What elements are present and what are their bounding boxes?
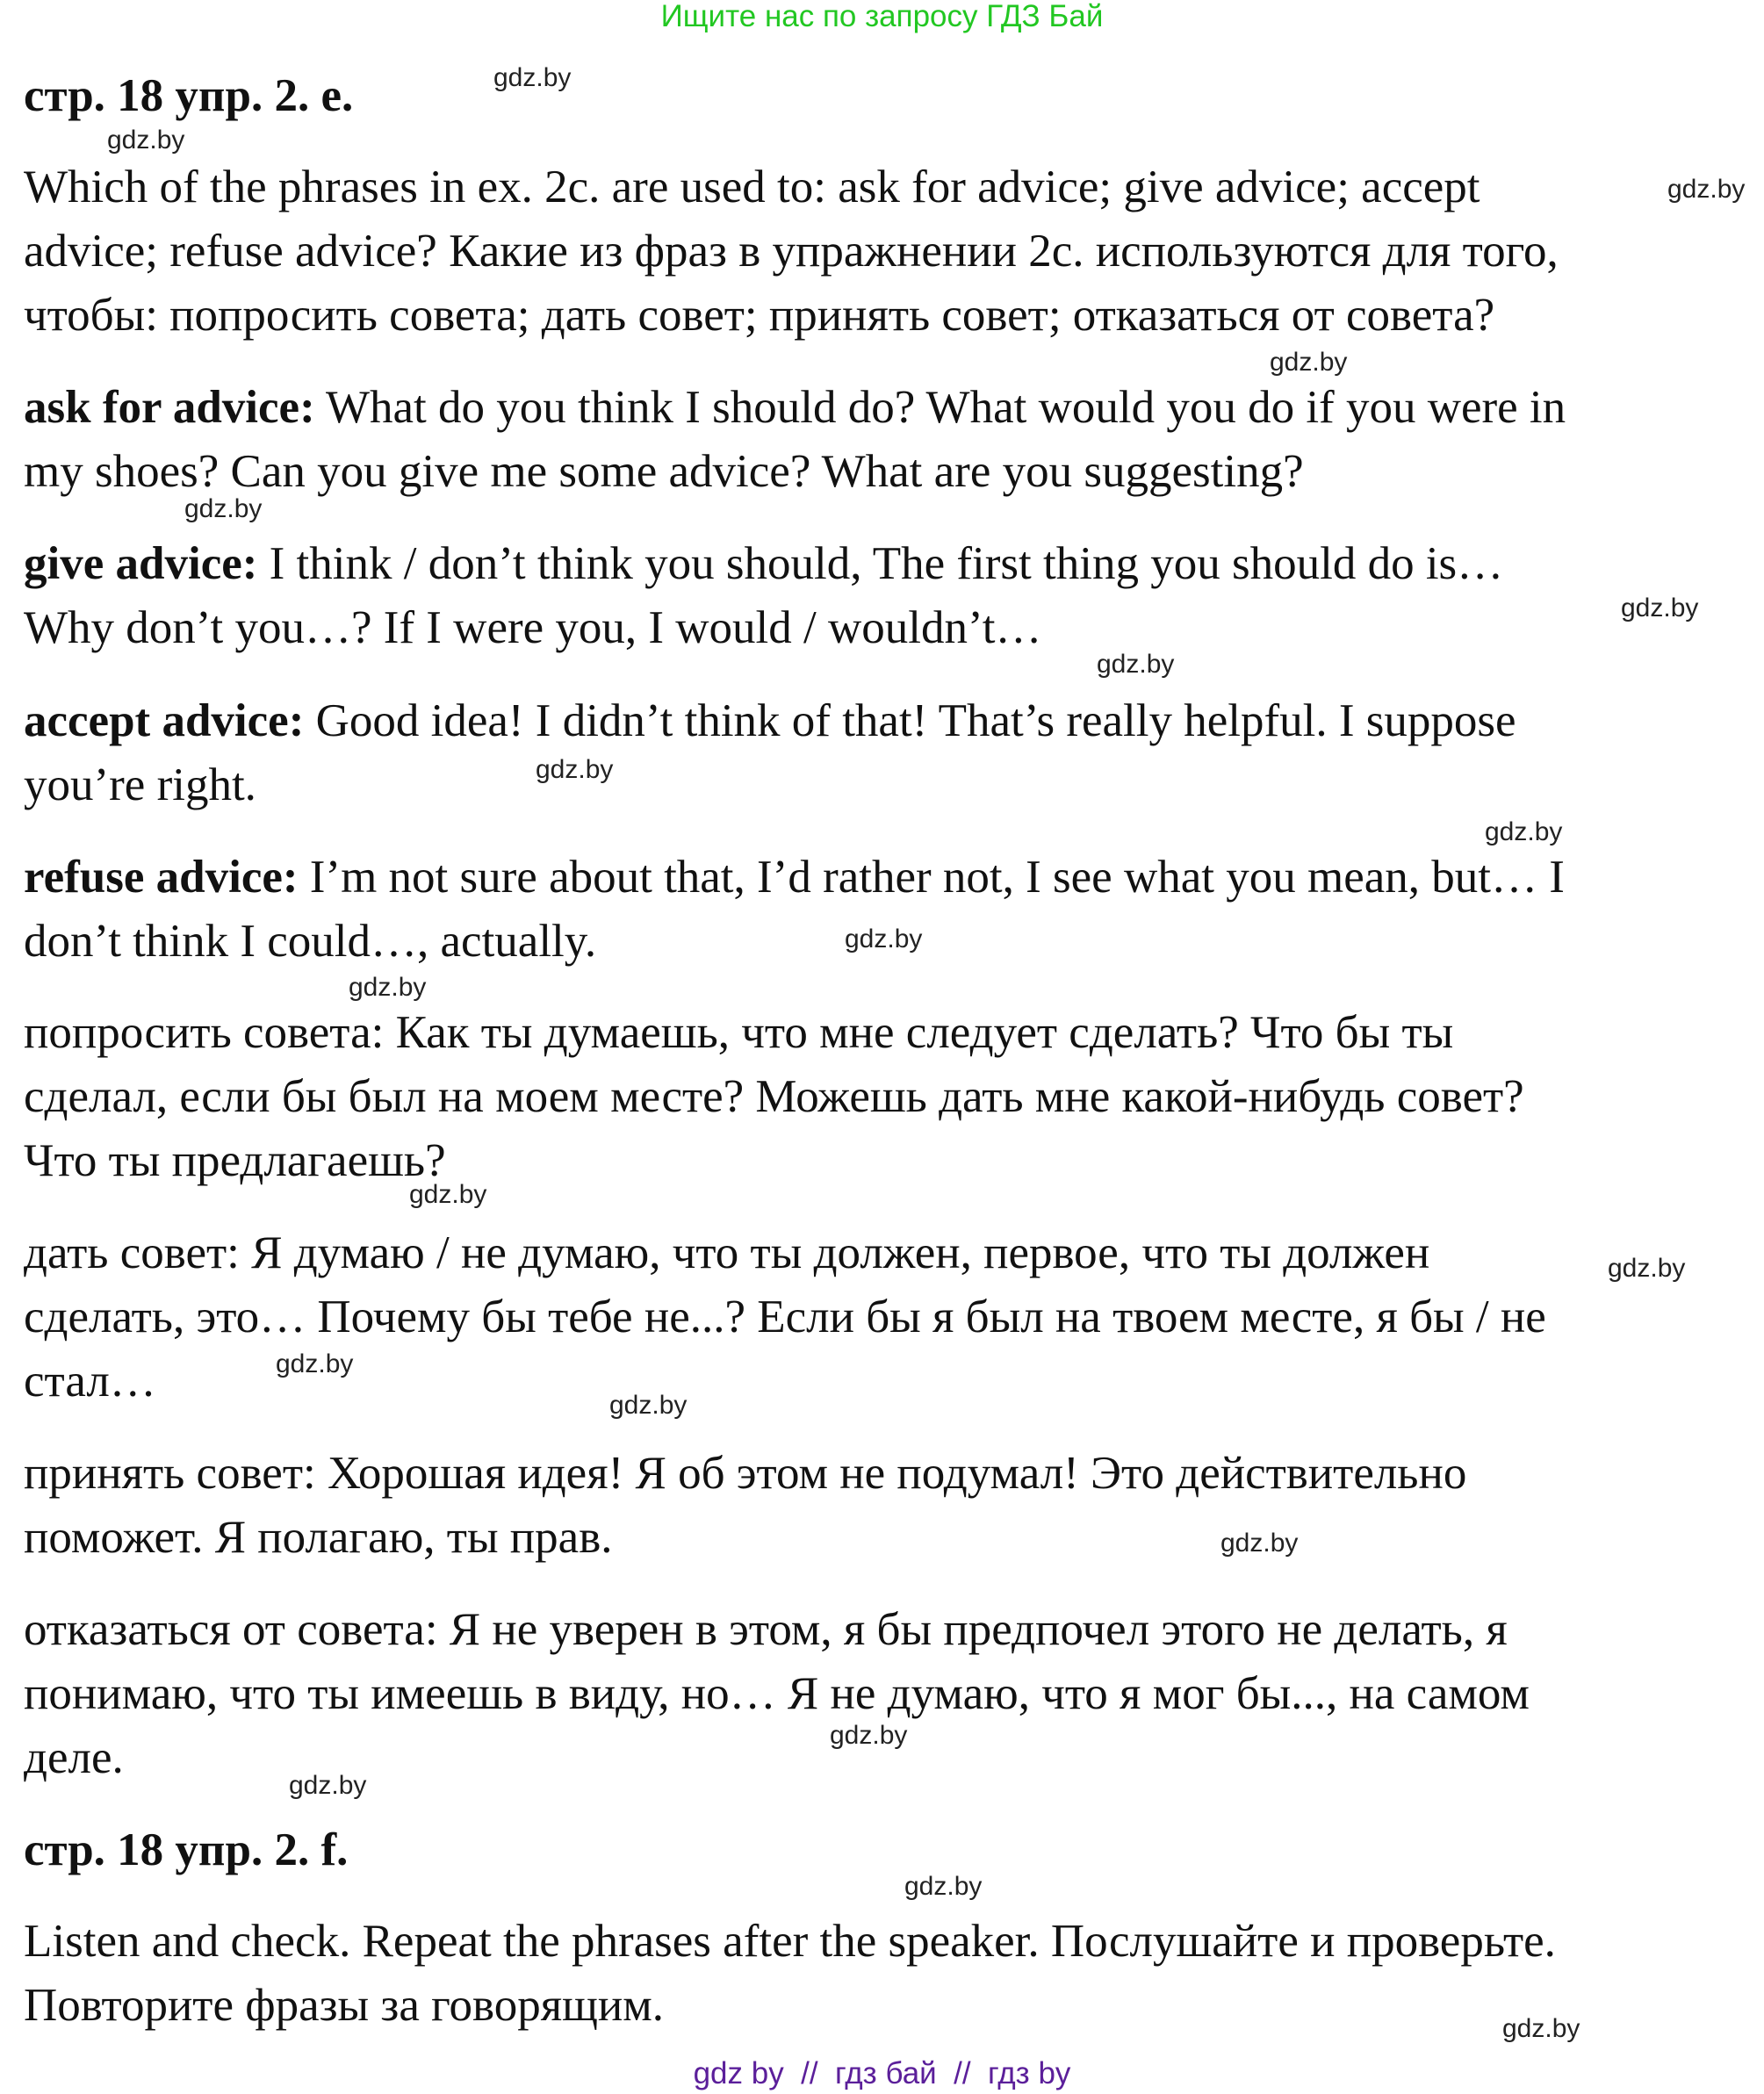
footer-links[interactable]: gdz by // гдз бай // гдз by	[693, 2056, 1071, 2090]
heading-exercise-2f: стр. 18 упр. 2. f.	[24, 1824, 349, 1875]
answer-text: I think / don’t think you should, The first thing you should do is…	[257, 538, 1504, 589]
answer-text: I’m not sure about that, I’d rather not, I see what you mean, but… I	[298, 852, 1565, 903]
watermark: gdz.by	[609, 1391, 688, 1420]
watermark: gdz.by	[1667, 175, 1746, 204]
translation-line: деле.	[24, 1732, 124, 1783]
watermark: gdz.by	[1097, 650, 1175, 679]
translation-line: стал…	[24, 1356, 156, 1407]
translation-give	[24, 1221, 1546, 1414]
watermark: gdz.by	[1502, 2014, 1580, 2043]
answer-ask-for-advice	[24, 376, 1566, 504]
translation-line: принять совет: Хорошая идея! Я об этом не подумал! Это действительно	[24, 1448, 1467, 1499]
task-line: Повторите фразы за говорящим.	[24, 1980, 665, 2031]
watermark: gdz.by	[1485, 817, 1563, 846]
watermark: gdz.by	[1220, 1529, 1299, 1558]
answer-text: you’re right.	[24, 759, 256, 810]
answer-text: my shoes? Can you give me some advice? What are you suggesting?	[24, 446, 1304, 497]
answer-label: accept advice:	[24, 695, 305, 746]
watermark: gdz.by	[536, 755, 614, 784]
watermark: gdz.by	[1608, 1254, 1686, 1283]
translation-line: отказаться от совета: Я не уверен в этом, я бы предпочел этого не делать, я	[24, 1604, 1508, 1655]
translation-line: попросить совета: Как ты думаешь, что мне следует сделать? Что бы ты	[24, 1007, 1454, 1058]
answer-accept-advice	[24, 689, 1516, 817]
answer-label: refuse advice:	[24, 852, 299, 903]
answer-label: ask for advice:	[24, 382, 315, 433]
task-2f	[24, 1910, 1556, 2038]
answer-label: give advice:	[24, 538, 258, 589]
watermark: gdz.by	[904, 1872, 983, 1901]
watermark: gdz.by	[845, 925, 923, 953]
answer-text: What do you think I should do? What would you do if you were in	[314, 382, 1566, 433]
translation-refuse	[24, 1598, 1530, 1790]
task-line: Listen and check. Repeat the phrases after the speaker. Послушайте и проверьте.	[24, 1916, 1556, 1967]
answer-text: Good idea! I didn’t think of that! That’s really helpful. I suppose	[304, 695, 1516, 746]
watermark: gdz.by	[289, 1771, 367, 1800]
translation-line: поможет. Я полагаю, ты прав.	[24, 1512, 613, 1563]
watermark: gdz.by	[830, 1721, 908, 1750]
translation-line: сделал, если бы был на моем месте? Можешь дать мне какой-нибудь совет?	[24, 1071, 1524, 1122]
task-line: advice; refuse advice? Какие из фраз в упражнении 2c. используются для того,	[24, 226, 1559, 277]
task-line: Which of the phrases in ex. 2c. are used to: ask for advice; give advice; accept	[24, 162, 1480, 212]
translation-line: дать совет: Я думаю / не думаю, что ты должен, первое, что ты должен	[24, 1227, 1430, 1278]
watermark: gdz.by	[184, 494, 263, 523]
watermark: gdz.by	[1621, 594, 1699, 622]
answer-give-advice	[24, 532, 1503, 660]
watermark: gdz.by	[107, 126, 185, 155]
watermark: gdz.by	[276, 1349, 354, 1378]
watermark: gdz.by	[1270, 348, 1348, 377]
watermark: gdz.by	[409, 1180, 487, 1209]
answer-text: Why don’t you…? If I were you, I would / wouldn’t…	[24, 602, 1042, 653]
translation-line: Что ты предлагаешь?	[24, 1135, 446, 1186]
translation-ask	[24, 1001, 1524, 1193]
task-line: чтобы: попросить совета; дать совет; принять совет; отказаться от совета?	[24, 290, 1495, 341]
watermark: gdz.by	[349, 973, 427, 1002]
task-2e	[24, 155, 1559, 348]
answer-refuse-advice	[24, 846, 1565, 974]
search-banner[interactable]: Ищите нас по запросу ГДЗ Бай	[660, 0, 1104, 33]
heading-exercise-2e: стр. 18 упр. 2. е.	[24, 70, 354, 121]
watermark: gdz.by	[493, 63, 572, 92]
translation-line: сделать, это… Почему бы тебе не...? Если бы я был на твоем месте, я бы / не	[24, 1292, 1546, 1342]
answer-text: don’t think I could…, actually.	[24, 916, 597, 967]
translation-line: понимаю, что ты имеешь в виду, но… Я не думаю, что я мог бы..., на самом	[24, 1668, 1530, 1719]
